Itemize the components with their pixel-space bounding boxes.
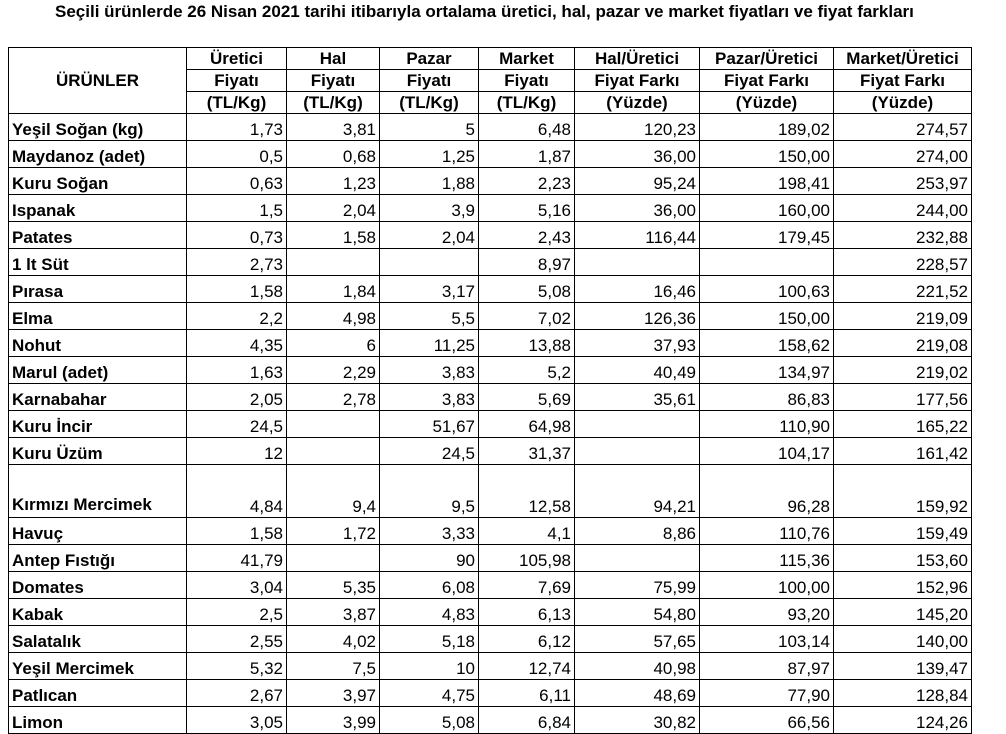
column-header-line: Fiyatı: [479, 70, 575, 92]
table-title: Seçili ürünlerde 26 Nisan 2021 tarihi itibarıyla ortalama üretici, hal, pazar ve market fiyatları ve fiyat farkları: [55, 2, 914, 21]
value-cell: 0,68: [287, 141, 380, 168]
product-name-cell: Limon: [9, 707, 187, 734]
value-cell: 253,97: [834, 168, 972, 195]
value-cell: [287, 411, 380, 438]
value-cell: 198,41: [700, 168, 834, 195]
value-cell: 6,84: [479, 707, 575, 734]
value-cell: 51,67: [380, 411, 479, 438]
value-cell: 1,73: [187, 114, 287, 141]
column-header-line: (TL/Kg): [287, 92, 380, 114]
value-cell: 2,43: [479, 222, 575, 249]
column-header-line: Fiyatı: [380, 70, 479, 92]
value-cell: 6: [287, 330, 380, 357]
value-cell: 40,98: [575, 653, 700, 680]
value-cell: 161,42: [834, 438, 972, 465]
value-cell: 145,20: [834, 599, 972, 626]
value-cell: 48,69: [575, 680, 700, 707]
value-cell: 177,56: [834, 384, 972, 411]
value-cell: 12,58: [479, 465, 575, 518]
value-cell: 128,84: [834, 680, 972, 707]
value-cell: 37,93: [575, 330, 700, 357]
table-row: [9, 680, 972, 707]
value-cell: 4,98: [287, 303, 380, 330]
value-cell: 1,58: [287, 222, 380, 249]
value-cell: 160,00: [700, 195, 834, 222]
value-cell: 90: [380, 545, 479, 572]
value-cell: 40,49: [575, 357, 700, 384]
value-cell: 0,73: [187, 222, 287, 249]
column-header-line: Fiyatı: [287, 70, 380, 92]
product-name-cell: 1 lt Süt: [9, 249, 187, 276]
value-cell: 1,5: [187, 195, 287, 222]
value-cell: 3,87: [287, 599, 380, 626]
value-cell: 75,99: [575, 572, 700, 599]
table-row: [9, 168, 972, 195]
value-cell: 5,35: [287, 572, 380, 599]
value-cell: 228,57: [834, 249, 972, 276]
value-cell: [287, 545, 380, 572]
product-name-cell: Salatalık: [9, 626, 187, 653]
table-row: [9, 249, 972, 276]
value-cell: 86,83: [700, 384, 834, 411]
table-row: [9, 330, 972, 357]
value-cell: 159,49: [834, 518, 972, 545]
value-cell: 1,63: [187, 357, 287, 384]
value-cell: 3,9: [380, 195, 479, 222]
table-row: [9, 707, 972, 734]
value-cell: 5,08: [479, 276, 575, 303]
value-cell: [700, 249, 834, 276]
value-cell: 100,63: [700, 276, 834, 303]
product-name-cell: Yeşil Mercimek: [9, 653, 187, 680]
value-cell: 41,79: [187, 545, 287, 572]
value-cell: 77,90: [700, 680, 834, 707]
table-row: [9, 114, 972, 141]
value-cell: [575, 411, 700, 438]
value-cell: 3,83: [380, 357, 479, 384]
column-header-line: Pazar: [380, 48, 479, 70]
value-cell: 24,5: [380, 438, 479, 465]
value-cell: 57,65: [575, 626, 700, 653]
value-cell: 6,08: [380, 572, 479, 599]
column-header-line: Market: [479, 48, 575, 70]
column-header-line: Pazar/Üretici: [700, 48, 834, 70]
value-cell: 153,60: [834, 545, 972, 572]
product-name-cell: Marul (adet): [9, 357, 187, 384]
value-cell: 219,02: [834, 357, 972, 384]
value-cell: 9,5: [380, 465, 479, 518]
product-name-cell: Ispanak: [9, 195, 187, 222]
column-header-line: Hal: [287, 48, 380, 70]
value-cell: 5,2: [479, 357, 575, 384]
table-row: [9, 303, 972, 330]
value-cell: 110,90: [700, 411, 834, 438]
value-cell: 124,26: [834, 707, 972, 734]
value-cell: 110,76: [700, 518, 834, 545]
table-row: [9, 276, 972, 303]
value-cell: 6,11: [479, 680, 575, 707]
value-cell: 1,23: [287, 168, 380, 195]
value-cell: 115,36: [700, 545, 834, 572]
value-cell: 7,5: [287, 653, 380, 680]
column-header-line: Fiyat Farkı: [575, 70, 700, 92]
value-cell: 134,97: [700, 357, 834, 384]
value-cell: 36,00: [575, 195, 700, 222]
column-header-line: Fiyatı: [187, 70, 287, 92]
value-cell: 5,32: [187, 653, 287, 680]
value-cell: 3,17: [380, 276, 479, 303]
value-cell: 3,99: [287, 707, 380, 734]
table-row: [9, 384, 972, 411]
table-header: [9, 48, 972, 114]
value-cell: 87,97: [700, 653, 834, 680]
value-cell: 3,83: [380, 384, 479, 411]
table-row: [9, 465, 972, 518]
value-cell: 274,00: [834, 141, 972, 168]
value-cell: 10: [380, 653, 479, 680]
value-cell: 3,97: [287, 680, 380, 707]
value-cell: 64,98: [479, 411, 575, 438]
products-header: ÜRÜNLER: [9, 48, 187, 114]
table-row: [9, 141, 972, 168]
value-cell: [575, 249, 700, 276]
value-cell: [287, 438, 380, 465]
column-header-line: (TL/Kg): [187, 92, 287, 114]
value-cell: 104,17: [700, 438, 834, 465]
value-cell: 140,00: [834, 626, 972, 653]
table-row: [9, 438, 972, 465]
value-cell: 1,58: [187, 276, 287, 303]
value-cell: 4,84: [187, 465, 287, 518]
value-cell: 3,05: [187, 707, 287, 734]
value-cell: 4,02: [287, 626, 380, 653]
value-cell: 219,08: [834, 330, 972, 357]
value-cell: 2,78: [287, 384, 380, 411]
product-name-cell: Pırasa: [9, 276, 187, 303]
table-row: [9, 195, 972, 222]
product-name-cell: Kuru İncir: [9, 411, 187, 438]
product-name-cell: Havuç: [9, 518, 187, 545]
value-cell: 95,24: [575, 168, 700, 195]
value-cell: 1,87: [479, 141, 575, 168]
product-name-cell: Patates: [9, 222, 187, 249]
value-cell: 7,69: [479, 572, 575, 599]
product-name-cell: Patlıcan: [9, 680, 187, 707]
value-cell: 232,88: [834, 222, 972, 249]
table-body: [9, 114, 972, 734]
value-cell: 16,46: [575, 276, 700, 303]
value-cell: 3,33: [380, 518, 479, 545]
column-header-line: Hal/Üretici: [575, 48, 700, 70]
value-cell: 4,1: [479, 518, 575, 545]
table-row: [9, 653, 972, 680]
table-row: [9, 545, 972, 572]
header-row: [9, 48, 972, 70]
value-cell: 2,04: [287, 195, 380, 222]
value-cell: 12,74: [479, 653, 575, 680]
product-name-cell: Elma: [9, 303, 187, 330]
value-cell: 4,83: [380, 599, 479, 626]
value-cell: 13,88: [479, 330, 575, 357]
value-cell: 6,13: [479, 599, 575, 626]
value-cell: 8,86: [575, 518, 700, 545]
value-cell: 219,09: [834, 303, 972, 330]
value-cell: 66,56: [700, 707, 834, 734]
product-name-cell: Kuru Üzüm: [9, 438, 187, 465]
table-row: [9, 599, 972, 626]
value-cell: 1,88: [380, 168, 479, 195]
value-cell: 189,02: [700, 114, 834, 141]
value-cell: 31,37: [479, 438, 575, 465]
column-header-line: Fiyat Farkı: [700, 70, 834, 92]
value-cell: 4,35: [187, 330, 287, 357]
value-cell: 96,28: [700, 465, 834, 518]
table-row: [9, 411, 972, 438]
value-cell: 5,18: [380, 626, 479, 653]
value-cell: 2,73: [187, 249, 287, 276]
value-cell: [380, 249, 479, 276]
product-name-cell: Kabak: [9, 599, 187, 626]
value-cell: 158,62: [700, 330, 834, 357]
table-row: [9, 357, 972, 384]
value-cell: 36,00: [575, 141, 700, 168]
value-cell: 3,04: [187, 572, 287, 599]
value-cell: 54,80: [575, 599, 700, 626]
value-cell: 1,58: [187, 518, 287, 545]
value-cell: 0,63: [187, 168, 287, 195]
value-cell: 159,92: [834, 465, 972, 518]
value-cell: 116,44: [575, 222, 700, 249]
table-row: [9, 222, 972, 249]
value-cell: 4,75: [380, 680, 479, 707]
value-cell: 2,5: [187, 599, 287, 626]
value-cell: 105,98: [479, 545, 575, 572]
column-header-line: (TL/Kg): [479, 92, 575, 114]
value-cell: 1,25: [380, 141, 479, 168]
value-cell: 3,81: [287, 114, 380, 141]
value-cell: 5,69: [479, 384, 575, 411]
column-header-line: (Yüzde): [575, 92, 700, 114]
column-header-line: Fiyat Farkı: [834, 70, 972, 92]
value-cell: 165,22: [834, 411, 972, 438]
value-cell: 5,5: [380, 303, 479, 330]
value-cell: 8,97: [479, 249, 575, 276]
value-cell: 6,48: [479, 114, 575, 141]
value-cell: 9,4: [287, 465, 380, 518]
value-cell: 7,02: [479, 303, 575, 330]
value-cell: 2,67: [187, 680, 287, 707]
value-cell: 139,47: [834, 653, 972, 680]
table-row: [9, 626, 972, 653]
value-cell: 100,00: [700, 572, 834, 599]
value-cell: 0,5: [187, 141, 287, 168]
value-cell: 2,55: [187, 626, 287, 653]
column-header-line: (TL/Kg): [380, 92, 479, 114]
value-cell: 2,05: [187, 384, 287, 411]
table-row: [9, 572, 972, 599]
value-cell: 274,57: [834, 114, 972, 141]
value-cell: 179,45: [700, 222, 834, 249]
value-cell: [287, 249, 380, 276]
table-row: [9, 518, 972, 545]
value-cell: 5,08: [380, 707, 479, 734]
value-cell: 1,72: [287, 518, 380, 545]
value-cell: 2,04: [380, 222, 479, 249]
value-cell: [575, 545, 700, 572]
value-cell: 35,61: [575, 384, 700, 411]
value-cell: 94,21: [575, 465, 700, 518]
value-cell: 12: [187, 438, 287, 465]
value-cell: 150,00: [700, 303, 834, 330]
value-cell: 11,25: [380, 330, 479, 357]
value-cell: 150,00: [700, 141, 834, 168]
value-cell: 1,84: [287, 276, 380, 303]
value-cell: 221,52: [834, 276, 972, 303]
value-cell: 93,20: [700, 599, 834, 626]
value-cell: 6,12: [479, 626, 575, 653]
value-cell: 103,14: [700, 626, 834, 653]
product-name-cell: Maydanoz (adet): [9, 141, 187, 168]
column-header-line: Üretici: [187, 48, 287, 70]
product-name-cell: Yeşil Soğan (kg): [9, 114, 187, 141]
column-header-line: (Yüzde): [700, 92, 834, 114]
value-cell: 5,16: [479, 195, 575, 222]
value-cell: 2,23: [479, 168, 575, 195]
value-cell: 30,82: [575, 707, 700, 734]
column-header-line: Market/Üretici: [834, 48, 972, 70]
product-name-cell: Kırmızı Mercimek: [9, 465, 187, 518]
value-cell: 24,5: [187, 411, 287, 438]
product-name-cell: Domates: [9, 572, 187, 599]
value-cell: 244,00: [834, 195, 972, 222]
value-cell: 126,36: [575, 303, 700, 330]
product-name-cell: Nohut: [9, 330, 187, 357]
product-name-cell: Kuru Soğan: [9, 168, 187, 195]
value-cell: 2,2: [187, 303, 287, 330]
column-header-line: (Yüzde): [834, 92, 972, 114]
value-cell: 120,23: [575, 114, 700, 141]
product-name-cell: Karnabahar: [9, 384, 187, 411]
product-name-cell: Antep Fıstığı: [9, 545, 187, 572]
value-cell: 2,29: [287, 357, 380, 384]
value-cell: 5: [380, 114, 479, 141]
value-cell: 152,96: [834, 572, 972, 599]
value-cell: [575, 438, 700, 465]
price-table: [8, 47, 972, 734]
